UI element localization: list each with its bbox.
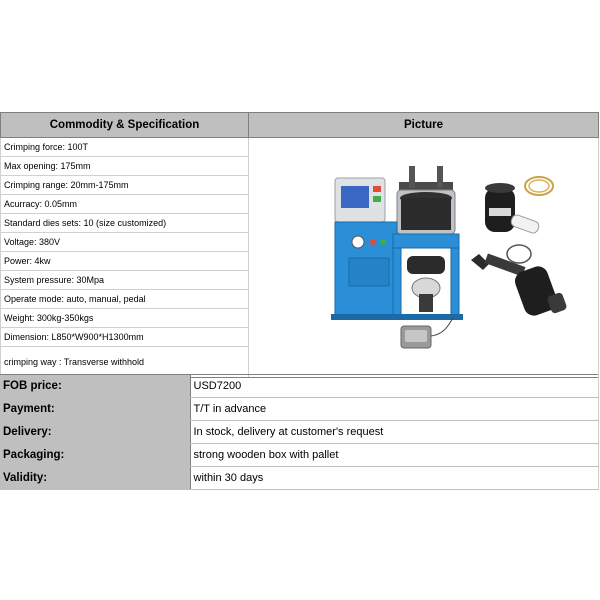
terms-row-validity [0,467,598,490]
foot-pedal-image [401,318,453,348]
terms-table [0,374,599,490]
terms-row-delivery [0,421,598,444]
spec-table [0,112,599,378]
spec-row: Crimping range: 20mm-175mm [1,176,249,195]
picture-cell [249,138,599,378]
terms-value: within 30 days [190,467,598,490]
spec-row: Dimension: L850*W900*H1300mm [1,328,249,347]
crimping-machine-image [331,166,463,320]
terms-value: USD7200 [190,375,598,398]
header-commodity: Commodity & Specification [1,113,249,138]
air-suspension-spring-image [485,177,553,234]
terms-label: Payment: [0,398,190,421]
spec-row: System pressure: 30Mpa [1,271,249,290]
terms-label: Packaging: [0,444,190,467]
air-strut-image [471,245,568,318]
terms-label: FOB price: [0,375,190,398]
spec-row: Power: 4kw [1,252,249,271]
spec-row: Operate mode: auto, manual, pedal [1,290,249,309]
terms-row-payment [0,398,598,421]
spec-header-row [1,113,599,138]
terms-value: T/T in advance [190,398,598,421]
terms-row-packaging [0,444,598,467]
product-picture [249,138,599,370]
terms-value: strong wooden box with pallet [190,444,598,467]
spec-row: Crimping force: 100T [1,138,249,157]
spec-row: Standard dies sets: 10 (size customized) [1,214,249,233]
spec-row: crimping way : Transverse withhold [1,347,249,378]
spec-row: Acurracy: 0.05mm [1,195,249,214]
terms-label: Delivery: [0,421,190,444]
spec-sheet [0,112,600,488]
spec-row: Weight: 300kg-350kgs [1,309,249,328]
header-picture: Picture [249,113,599,138]
terms-value: In stock, delivery at customer's request [190,421,598,444]
terms-label: Validity: [0,467,190,490]
terms-row-fob [0,375,598,398]
spec-row: Max opening: 175mm [1,157,249,176]
spec-row: Voltage: 380V [1,233,249,252]
